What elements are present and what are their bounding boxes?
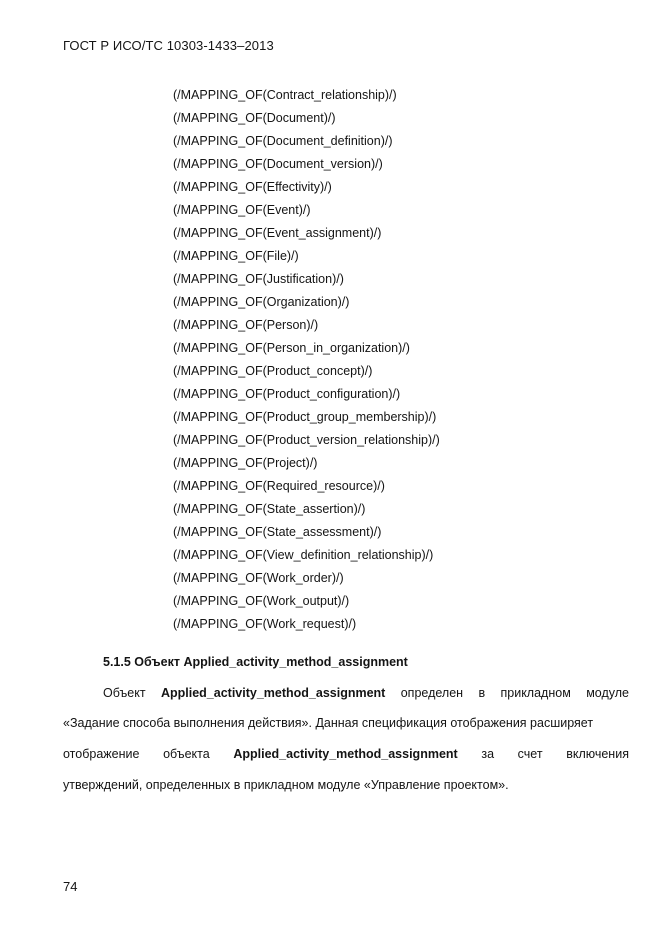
paragraph-line-4: утверждений, определенных в прикладном модуле «Управление проектом».	[63, 778, 509, 792]
mapping-line: (/MAPPING_OF(Product_group_membership)/)	[173, 410, 437, 424]
paragraph-word: Объект	[103, 686, 146, 700]
paragraph-word: в	[478, 686, 486, 700]
mapping-line: (/MAPPING_OF(Contract_relationship)/)	[173, 88, 397, 102]
paragraph-word: включения	[566, 747, 629, 761]
mapping-line: (/MAPPING_OF(Work_output)/)	[173, 594, 350, 608]
document-header: ГОСТ Р ИСО/ТС 10303-1433–2013	[63, 38, 274, 53]
paragraph-line-2: «Задание способа выполнения действия». Данная спецификация отображения расширяет	[63, 716, 594, 730]
paragraph-word: определен	[400, 686, 464, 700]
mapping-line: (/MAPPING_OF(Person)/)	[173, 318, 319, 332]
mapping-line: (/MAPPING_OF(Work_request)/)	[173, 617, 357, 631]
paragraph-line-1	[103, 686, 629, 700]
mapping-line: (/MAPPING_OF(Justification)/)	[173, 272, 344, 286]
mapping-line: (/MAPPING_OF(Product_concept)/)	[173, 364, 373, 378]
mapping-line: (/MAPPING_OF(View_definition_relationship)/)	[173, 548, 434, 562]
paragraph-word: отображение	[63, 747, 140, 761]
paragraph-word: счет	[517, 747, 543, 761]
section-heading: 5.1.5 Объект Applied_activity_method_assignment	[103, 655, 408, 669]
entity-name: Applied_activity_method_assignment	[160, 686, 386, 700]
mapping-line: (/MAPPING_OF(Project)/)	[173, 456, 318, 470]
page-number: 74	[63, 879, 78, 894]
entity-name: Applied_activity_method_assignment	[233, 747, 458, 761]
mapping-line: (/MAPPING_OF(Document_definition)/)	[173, 134, 393, 148]
mapping-line: (/MAPPING_OF(Event)/)	[173, 203, 311, 217]
mapping-line: (/MAPPING_OF(Work_order)/)	[173, 571, 344, 585]
paragraph-word: прикладном	[500, 686, 571, 700]
mapping-line: (/MAPPING_OF(State_assessment)/)	[173, 525, 382, 539]
paragraph-word: за	[481, 747, 495, 761]
mapping-line: (/MAPPING_OF(Document_version)/)	[173, 157, 383, 171]
mapping-line: (/MAPPING_OF(Person_in_organization)/)	[173, 341, 410, 355]
mapping-line: (/MAPPING_OF(Product_version_relationship)/)	[173, 433, 440, 447]
mapping-line: (/MAPPING_OF(File)/)	[173, 249, 299, 263]
paragraph-word: модуле	[586, 686, 629, 700]
mapping-line: (/MAPPING_OF(State_assertion)/)	[173, 502, 366, 516]
mapping-list	[173, 87, 440, 639]
mapping-line: (/MAPPING_OF(Effectivity)/)	[173, 180, 332, 194]
mapping-line: (/MAPPING_OF(Event_assignment)/)	[173, 226, 382, 240]
mapping-line: (/MAPPING_OF(Organization)/)	[173, 295, 350, 309]
mapping-line: (/MAPPING_OF(Required_resource)/)	[173, 479, 385, 493]
paragraph-line-3	[63, 747, 629, 761]
mapping-line: (/MAPPING_OF(Product_configuration)/)	[173, 387, 401, 401]
paragraph-word: объекта	[163, 747, 210, 761]
mapping-line: (/MAPPING_OF(Document)/)	[173, 111, 336, 125]
